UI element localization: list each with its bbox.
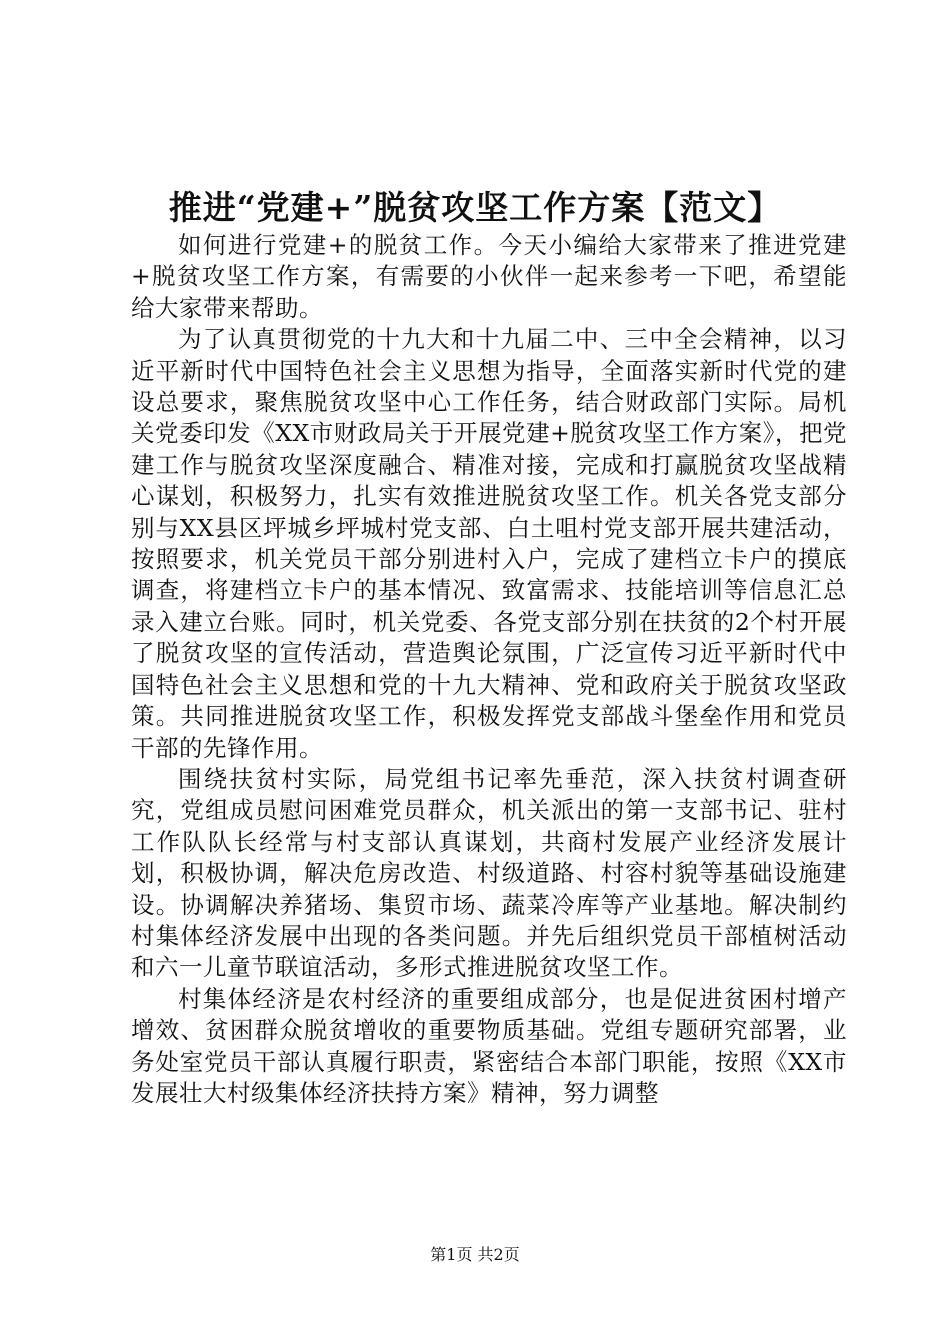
paragraph-village-work: 围绕扶贫村实际，局党组书记率先垂范，深入扶贫村调查研究，党组成员慰问困难党员群众，机关派出的第一支部书记、驻村工作队队长经常与村支部认真谋划，共商村发展产业经济发展计划，积极协调，解决危房改造、村级道路、村容村貌等基础设施建设。协调解决养猪场、集贸市场、蔬菜冷库等产业基地。解决制约村集体经济发展中出现的各类问题。并先后组织党员干部植树活动和六一儿童节联谊活动，多形式推进脱贫攻坚工作。: [131, 764, 847, 982]
document-body: [131, 230, 847, 1109]
paragraph-intro: 如何进行党建+的脱贫工作。今天小编给大家带来了推进党建+脱贫攻坚工作方案，有需要的小伙伴一起来参考一下吧，希望能给大家带来帮助。: [131, 231, 847, 322]
paragraph-collective-economy: 村集体经济是农村经济的重要组成部分，也是促进贫困村增产增效、贫困群众脱贫增收的重要物质基础。党组专题研究部署，业务处室党员干部认真履行职责，紧密结合本部门职能，按照《XX市发展壮大村级集体经济扶持方案》精神，努力调整: [131, 984, 847, 1107]
document-title: 推进“党建+”脱贫攻坚工作方案【范文】: [168, 188, 782, 227]
paragraph-background: 为了认真贯彻党的十九大和十九届二中、三中全会精神，以习近平新时代中国特色社会主义思想为指导，全面落实新时代党的建设总要求，聚焦脱贫攻坚中心工作任务，结合财政部门实际。局机关党委印发《XX市财政局关于开展党建+脱贫攻坚工作方案》，把党建工作与脱贫攻坚深度融合、精准对接，完成和打赢脱贫攻坚战精心谋划，积极努力，扎实有效推进脱贫攻坚工作。机关各党支部分别与XX县区坪城乡坪城村党支部、白土咀村党支部开展共建活动，按照要求，机关党员干部分别进村入户，完成了建档立卡户的摸底调查，将建档立卡户的基本情况、致富需求、技能培训等信息汇总录入建立台账。同时，机关党委、各党支部分别在扶贫的2个村开展了脱贫攻坚的宣传活动，营造舆论氛围，广泛宣传习近平新时代中国特色社会主义思想和党的十九大精神、党和政府关于脱贫攻坚政策。共同推进脱贫攻坚工作，积极发挥党支部战斗堡垒作用和党员干部的先锋作用。: [131, 325, 847, 762]
page-footer: [0, 1244, 950, 1266]
page-indicator: 第1页 共2页: [430, 1245, 520, 1264]
